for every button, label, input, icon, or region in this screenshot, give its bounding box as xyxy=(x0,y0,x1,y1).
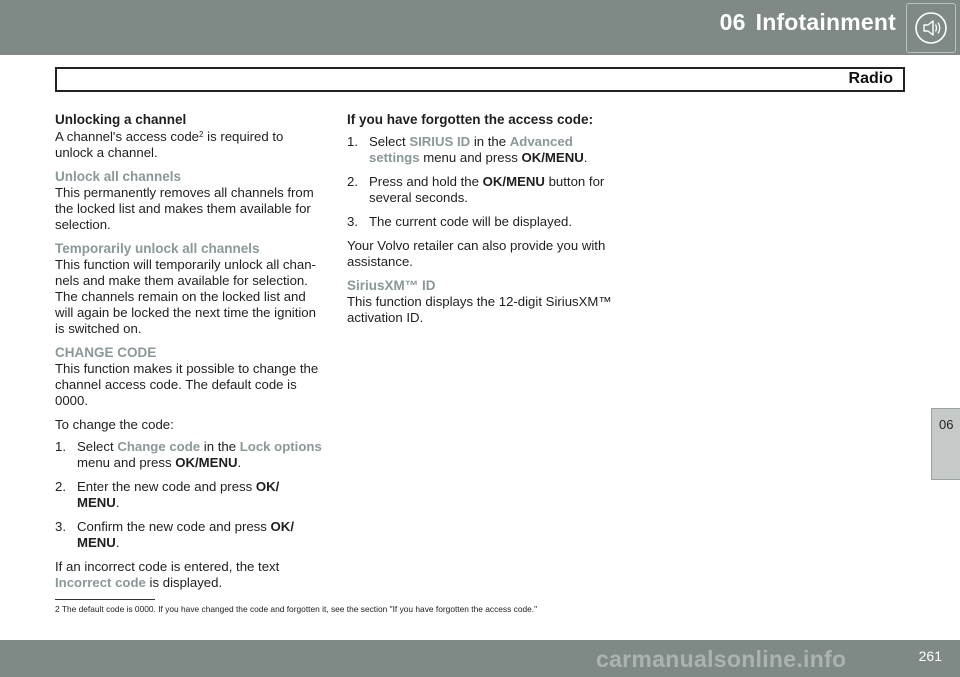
speaker-icon xyxy=(906,3,956,53)
list-item: 2. Press and hold the OK/MENU button for several seconds. xyxy=(347,174,605,205)
change-code-steps xyxy=(55,439,325,551)
paragraph-incorrect-code: If an incorrect code is entered, the text Incorrect code is displayed. xyxy=(55,559,280,590)
heading-forgotten-code: If you have forgotten the access code: xyxy=(347,112,594,127)
heading-change-code: CHANGE CODE xyxy=(55,345,157,360)
heading-siriusxm-id: SiriusXM™ ID xyxy=(347,278,436,293)
heading-unlocking-channel: Unlocking a channel xyxy=(55,112,187,127)
watermark: carmanualsonline.info xyxy=(596,646,847,672)
footnote-ref: 2 xyxy=(199,130,204,139)
chapter-header-bar xyxy=(0,0,960,55)
paragraph-to-change: To change the code: xyxy=(55,417,174,432)
forgotten-code-steps xyxy=(347,134,617,230)
list-item: 3. The current code will be displayed. xyxy=(347,214,573,229)
list-item: 3. Confirm the new code and press OK/ MENU. xyxy=(55,519,294,550)
heading-unlock-all: Unlock all channels xyxy=(55,169,182,184)
chapter-title xyxy=(720,9,896,36)
chapter-side-tab xyxy=(931,408,960,480)
section-title: Radio xyxy=(848,70,893,87)
footnote-divider xyxy=(55,599,155,600)
left-column xyxy=(55,112,325,591)
chapter-number: 06 xyxy=(719,9,746,35)
right-column xyxy=(347,112,617,326)
chapter-name: Infotainment xyxy=(755,9,896,35)
paragraph-siriusxm-id: This function displays the 12-digit SiriusXM™ activation ID. xyxy=(347,294,612,325)
chapter-tab-label: 06 xyxy=(939,417,954,432)
paragraph-access-code: A channel's access code$^2$ is required to unlock a channel. xyxy=(55,129,284,160)
section-header xyxy=(55,67,905,92)
paragraph-retailer: Your Volvo retailer can also provide you with assistance. xyxy=(347,238,606,269)
list-item: 1. Select Change code in the Lock options menu and press OK/MENU. xyxy=(55,439,322,470)
list-item: 2. Enter the new code and press OK/ MENU. xyxy=(55,479,280,510)
list-item: 1. Select SIRIUS ID in the Advanced settings menu and press OK/MENU. xyxy=(347,134,588,165)
paragraph-temporarily-unlock: This function will temporarily unlock all chan-nels and make them available for selection. The channels remain on the locked list and will again be locked the next time the ignition is switched on. xyxy=(55,257,316,336)
heading-temporarily-unlock: Temporarily unlock all channels xyxy=(55,241,260,256)
footnote: 2 The default code is 0000. If you have changed the code and forgotten it, see the section "If you have forgotten the access code." xyxy=(55,604,538,614)
paragraph-change-code: This function makes it possible to change the channel access code. The default code is 0000. xyxy=(55,361,319,408)
paragraph-unlock-all: This permanently removes all channels from the locked list and makes them available for selection. xyxy=(55,185,314,232)
page-number: 261 xyxy=(918,648,942,664)
